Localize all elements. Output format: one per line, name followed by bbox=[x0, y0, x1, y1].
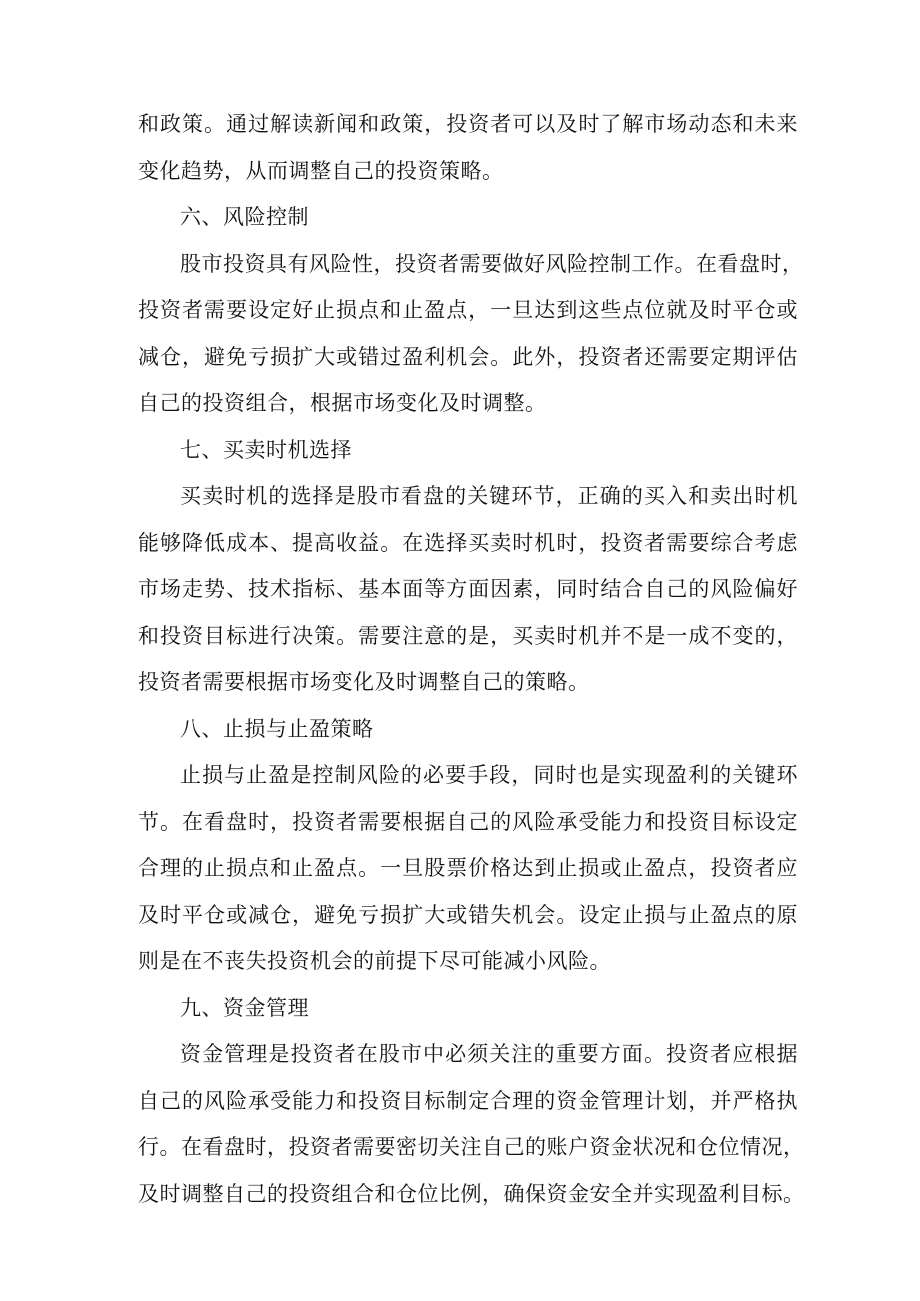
section-trade-timing bbox=[138, 427, 798, 706]
section-stop-loss-take-profit bbox=[138, 706, 798, 985]
paragraph-line: 能够降低成本、提高收益。在选择买卖时机时，投资者需要综合考虑 bbox=[138, 530, 798, 555]
section-heading: 九、资金管理 bbox=[180, 995, 309, 1020]
paragraph-line: 投资者需要设定好止损点和止盈点，一旦达到这些点位就及时平仓或 bbox=[138, 298, 798, 322]
paragraph-line: 投资者需要根据市场变化及时调整自己的策略。 bbox=[138, 670, 590, 694]
document-page bbox=[138, 101, 805, 1217]
paragraph-line: 股市投资具有风险性，投资者需要做好风险控制工作。在看盘时， bbox=[180, 251, 804, 276]
paragraph-line: 节。在看盘时，投资者需要根据自己的风险承受能力和投资目标设定 bbox=[138, 809, 798, 834]
paragraph-line: 行。在看盘时，投资者需要密切关注自己的账户资金状况和仓位情况， bbox=[138, 1135, 805, 1159]
paragraph-line: 变化趋势，从而调整自己的投资策略。 bbox=[138, 158, 504, 183]
paragraph-line: 自己的风险承受能力和投资目标制定合理的资金管理计划，并严格执 bbox=[138, 1088, 798, 1113]
paragraph-line: 和政策。通过解读新闻和政策，投资者可以及时了解市场动态和未来 bbox=[138, 112, 798, 136]
section-heading: 八、止损与止盈策略 bbox=[180, 716, 374, 741]
paragraph-line: 资金管理是投资者在股市中必须关注的重要方面。投资者应根据 bbox=[180, 1042, 798, 1066]
paragraph-line: 合理的止损点和止盈点。一旦股票价格达到止损或止盈点，投资者应 bbox=[138, 856, 798, 880]
paragraph-line: 自己的投资组合，根据市场变化及时调整。 bbox=[138, 391, 547, 415]
section-fund-management bbox=[138, 985, 805, 1218]
paragraph-line: 及时调整自己的投资组合和仓位比例，确保资金安全并实现盈利目标。 bbox=[138, 1181, 805, 1206]
paragraph-line: 止损与止盈是控制风险的必要手段，同时也是实现盈利的关键环 bbox=[180, 763, 798, 787]
intro-paragraph bbox=[138, 101, 798, 194]
section-risk-control bbox=[138, 194, 804, 427]
section-heading: 七、买卖时机选择 bbox=[180, 437, 352, 462]
section-heading: 六、风险控制 bbox=[180, 205, 309, 229]
paragraph-line: 减仓，避免亏损扩大或错过盈利机会。此外，投资者还需要定期评估 bbox=[138, 344, 798, 369]
paragraph-line: 市场走势、技术指标、基本面等方面因素，同时结合自己的风险偏好 bbox=[138, 577, 798, 601]
paragraph-line: 买卖时机的选择是股市看盘的关键环节，正确的买入和卖出时机 bbox=[180, 484, 798, 508]
paragraph-line: 则是在不丧失投资机会的前提下尽可能减小风险。 bbox=[138, 949, 611, 973]
paragraph-line: 及时平仓或减仓，避免亏损扩大或错失机会。设定止损与止盈点的原 bbox=[138, 902, 798, 927]
paragraph-line: 和投资目标进行决策。需要注意的是，买卖时机并不是一成不变的， bbox=[138, 623, 798, 648]
